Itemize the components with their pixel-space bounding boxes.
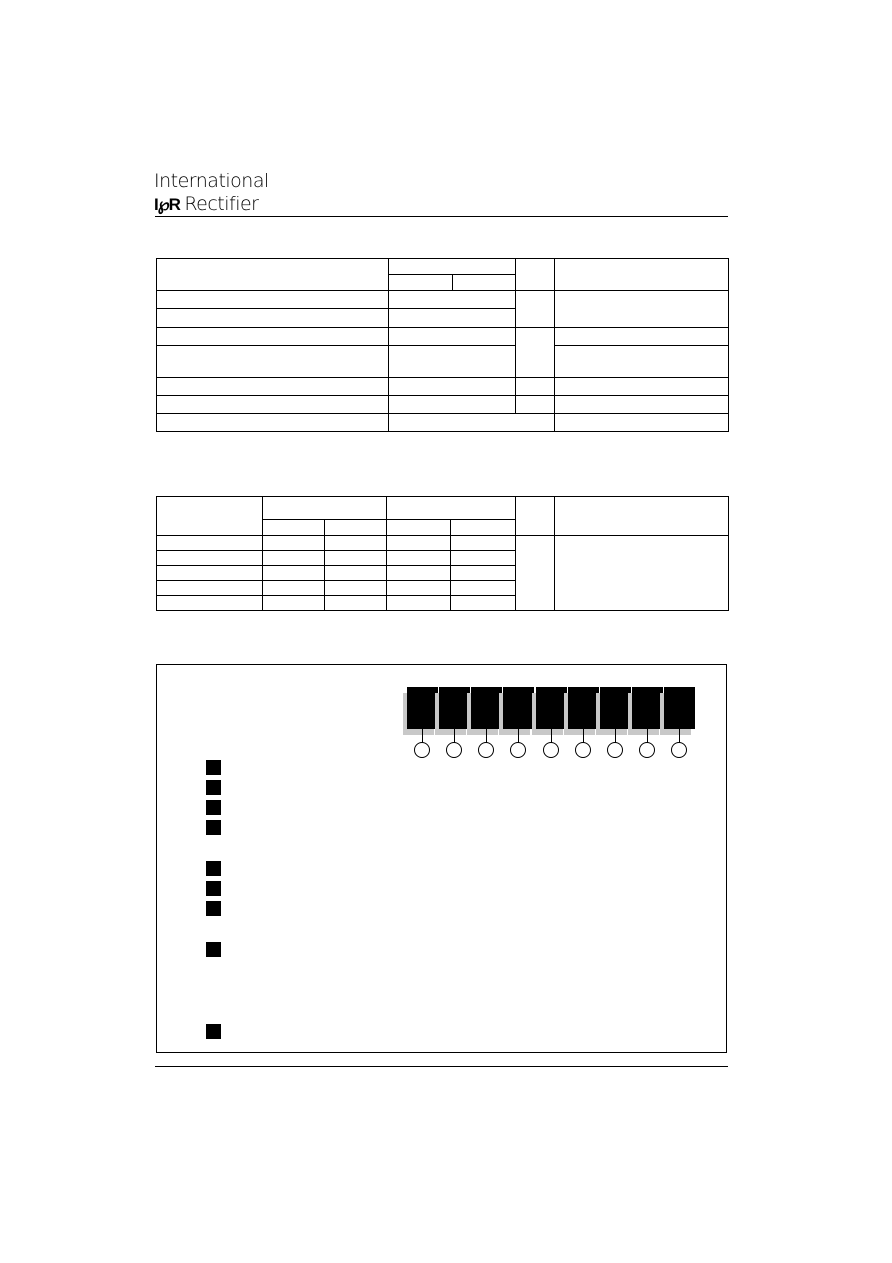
table-cell	[263, 596, 325, 611]
table-cell	[387, 520, 451, 536]
table-cell	[157, 414, 389, 432]
part-number-block	[568, 687, 599, 729]
block-lead-line	[679, 729, 680, 743]
callout-circle	[607, 742, 623, 758]
table-cell	[451, 581, 516, 596]
table-cell	[157, 566, 263, 581]
table-cell	[555, 378, 729, 396]
header-divider	[155, 216, 728, 217]
table-row	[157, 259, 729, 275]
table-cell	[451, 596, 516, 611]
table-cell	[451, 520, 516, 536]
table-row	[157, 328, 729, 346]
table-cell	[263, 581, 325, 596]
block-lead-line	[422, 729, 423, 743]
table-cell	[555, 328, 729, 346]
table-row	[157, 414, 729, 432]
part-number-block	[407, 687, 438, 729]
table-cell	[555, 497, 729, 536]
table-cell	[157, 497, 263, 536]
table-cell	[389, 291, 516, 309]
callout-circle	[671, 742, 687, 758]
table-cell	[157, 291, 389, 309]
table-cell	[516, 291, 555, 328]
table-cell	[325, 581, 387, 596]
table-cell	[387, 497, 516, 520]
part-number-block	[503, 687, 534, 729]
specifications-table	[156, 258, 729, 432]
table-cell	[157, 581, 263, 596]
note-marker-square	[206, 760, 221, 775]
table-cell	[389, 309, 516, 328]
table-row	[157, 497, 729, 520]
callout-circle	[510, 742, 526, 758]
table-cell	[387, 581, 451, 596]
table-cell	[157, 551, 263, 566]
callout-circle	[639, 742, 655, 758]
callout-circle	[478, 742, 494, 758]
table-row	[157, 291, 729, 309]
table-cell	[389, 396, 516, 414]
table-cell	[451, 536, 516, 551]
note-marker-square	[206, 1024, 221, 1039]
table-cell	[555, 536, 729, 611]
table-cell	[555, 396, 729, 414]
table-cell	[516, 536, 555, 611]
logo-line-international: International	[154, 170, 269, 192]
table-cell	[387, 536, 451, 551]
table-cell	[555, 291, 729, 328]
table-cell	[157, 346, 389, 378]
table-cell	[555, 259, 729, 291]
note-marker-square	[206, 901, 221, 916]
table-cell	[387, 596, 451, 611]
table-cell	[516, 497, 555, 536]
table-cell	[157, 396, 389, 414]
block-lead-line	[551, 729, 552, 743]
table-cell	[157, 536, 263, 551]
table-cell	[389, 378, 516, 396]
table-cell	[263, 566, 325, 581]
ratings-table	[156, 496, 729, 611]
note-marker-square	[206, 800, 221, 815]
block-lead-line	[583, 729, 584, 743]
table-cell	[389, 414, 555, 432]
table-cell	[555, 414, 729, 432]
table-row	[157, 536, 729, 551]
table-cell	[325, 596, 387, 611]
block-lead-line	[518, 729, 519, 743]
table-cell	[263, 551, 325, 566]
table-cell	[387, 551, 451, 566]
table-cell	[555, 346, 729, 378]
part-number-block	[600, 687, 631, 729]
note-marker-square	[206, 780, 221, 795]
table-cell	[389, 275, 453, 291]
callout-circle	[446, 742, 462, 758]
part-number-block	[536, 687, 567, 729]
table-cell	[516, 396, 555, 414]
block-lead-line	[647, 729, 648, 743]
logo-rectifier-text: Rectifier	[184, 193, 259, 215]
part-number-block	[439, 687, 470, 729]
table-cell	[325, 551, 387, 566]
note-marker-square	[206, 861, 221, 876]
note-marker-square	[206, 820, 221, 835]
note-marker-square	[206, 942, 221, 957]
block-lead-line	[615, 729, 616, 743]
table-cell	[157, 596, 263, 611]
block-lead-line	[454, 729, 455, 743]
callout-circle	[543, 742, 559, 758]
table-row	[157, 396, 729, 414]
logo-ior-mark: I℘R	[154, 195, 180, 214]
table-cell	[325, 536, 387, 551]
table-cell	[453, 275, 516, 291]
table-cell	[157, 309, 389, 328]
table-cell	[516, 378, 555, 396]
table-cell	[263, 520, 325, 536]
table-cell	[157, 328, 389, 346]
table-cell	[157, 259, 389, 291]
table-cell	[516, 259, 555, 291]
note-marker-square	[206, 881, 221, 896]
table-cell	[325, 520, 387, 536]
table-cell	[516, 328, 555, 378]
part-number-block	[471, 687, 502, 729]
footer-divider	[155, 1066, 728, 1067]
table-cell	[263, 536, 325, 551]
part-number-diagram	[156, 664, 727, 1053]
part-number-block	[632, 687, 663, 729]
callout-circle	[575, 742, 591, 758]
callout-circle	[414, 742, 430, 758]
table-row	[157, 346, 729, 378]
block-lead-line	[486, 729, 487, 743]
table-cell	[263, 497, 387, 520]
table-cell	[389, 259, 516, 275]
table-cell	[451, 566, 516, 581]
part-number-block	[664, 687, 695, 729]
table-cell	[325, 566, 387, 581]
table-cell	[451, 551, 516, 566]
table-cell	[389, 346, 516, 378]
table-cell	[387, 566, 451, 581]
logo-line-rectifier	[154, 193, 259, 215]
table-cell	[157, 378, 389, 396]
table-row	[157, 378, 729, 396]
table-cell	[389, 328, 516, 346]
company-logo	[154, 168, 269, 218]
